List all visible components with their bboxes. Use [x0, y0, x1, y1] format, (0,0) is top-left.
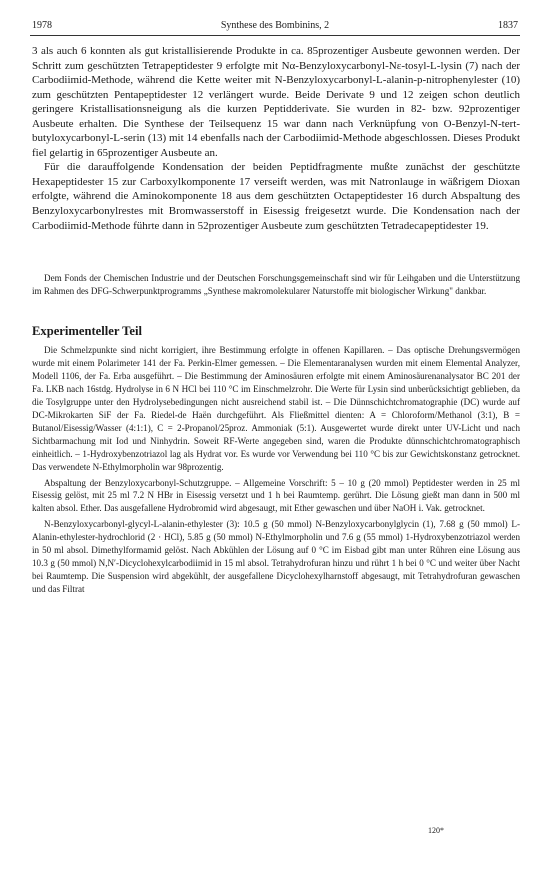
experimental-paragraph-2: Abspaltung der Benzyloxycarbonyl-Schutzgruppe. – Allgemeine Vorschrift: 5 – 10 g (20 mmol) Peptidester werden in 25 ml Eisessig gelöst, mit 25 ml 7.2 N HBr in Eisessig versetzt und 1 h bei Raumtemp. gerührt. Die Lösung gießt man dann in 500 ml kalten absol. Ether. Das ausgefallene Hydrobromid wird abgesaugt, mit Ether gewaschen und über NaOH i. Vak. getrocknet. — [32, 477, 520, 514]
main-paragraph-1: 3 als auch 6 konnten als gut kristallisierende Produkte in ca. 85prozentiger Ausbeute gewonnen werden. Der Schritt zum geschützten Tetrapeptidester 9 erfolgte mit Nα-Benzyloxycarbonyl-Nε-tosyl-L-lysin (7) nach der Carbodiimid-Methode, während die Kette weiter mit N-Benzyloxycarbonyl-L-alanin-p-nitrophenylester (10) zum geschützten Pentapeptidester 12 verlängert wurde. Beide Derivate 9 und 12 zeigen schon deutlich geringere Kristallisationsneigung als die kurzen Peptidderivate. Sie wurden in 82- bzw. 92prozentiger Ausbeute erhalten. Die Synthese der Teilsequenz 15 war dann nach Verknüpfung von O-Benzyl-N-tert-butyloxycarbonyl-L-serin (13) mit 14 ebenfalls nach der Carbodiimid-Methode abgeschlossen. Dieses Produkt fiel gelartig in 65prozentiger Ausbeute an. — [32, 45, 520, 159]
experimental-paragraph-1: Die Schmelzpunkte sind nicht korrigiert, ihre Bestimmung erfolgte in offenen Kapillaren. – Das optische Drehungsvermögen wurde mit einem Polarimeter 141 der Fa. Perkin-Elmer gemessen. – Die Elementaranalysen wurden mit einem Elemental Analyzer, Modell 1106, der Fa. Erba ausgeführt. – Die Bestimmung der Aminosäuren erfolgte mit einem Aminosäurenanalysator BC 201 der Fa. LKB nach 16stdg. Hydrolyse in 6 N HCl bei 110 °C im Einschmelzrohr. Die Werte für Lysin sind unberücksichtigt geblieben, da die Tosylgruppe unter den Hydrolysebedingungen nicht ausreichend stabil ist. – Die Dünnschichtchromatographie (DC) wurde auf DC-Mikrokarten SiF der Fa. Riedel-de Haën durchgeführt. Als Fließmittel dienten: A = Chloroform/Methanol (3:1), B = Butanol/Eisessig/Wasser (4:1:1), C = 2-Propanol/25proz. Ammoniak (5:1). Ausgewertet wurde direkt unter UV-Licht und nach Sichtbarmachung mit Iod und Ninhydrin. Soweit RF-Werte angegeben sind, waren die Produkte dünnschichtchromatographisch einheitlich. – 1-Hydroxybenzotriazol lag als Hydrat vor. Es wurde vor Verwendung bei 110 °C bis zur Gewichtskonstanz getrocknet. Das verwendete N-Ethylmorpholin war 98prozentig. — [32, 345, 520, 472]
page-number-left: 1978 — [32, 20, 52, 31]
running-title: Synthese des Bombinins, 2 — [220, 20, 330, 31]
main-paragraph-2: Für die darauffolgende Kondensation der beiden Peptidfragmente mußte zunächst der geschützte Hexapeptidester 15 zur Carboxylkomponente 17 verseift werden, was mit Natronlauge in wäßrigem Dioxan erfolgte, während die Aminokomponente 18 aus dem geschützten Octapeptidester 16 durch Abspaltung des Benzyloxycarbonylrestes mit Bromwasserstoff in Eisessig freigesetzt wurde. Die Kondensation nach der Carbodiimid-Methode führte dann in 52prozentiger Ausbeute zum geschützten Tetradecapeptidester 19. — [32, 161, 520, 232]
acknowledgement: Dem Fonds der Chemischen Industrie und der Deutschen Forschungsgemeinschaft sind wir für Leihgaben und die Unterstützung im Rahmen des DFG-Schwerpunktprogramms „Synthese makromolekularer Naturstoffe mit biologischer Wirkung" dankbar. — [32, 273, 520, 297]
experimental-text — [32, 344, 520, 596]
main-text — [32, 44, 520, 233]
running-head — [30, 20, 520, 36]
signature-mark: 120* — [428, 826, 444, 835]
experimental-paragraph-3: N-Benzyloxycarbonyl-glycyl-L-alanin-ethylester (3): 10.5 g (50 mmol) N-Benzyloxycarbonylglycin (1), 7.68 g (50 mmol) L-Alanin-ethylester-hydrochlorid (2 · HCl), 5.85 g (50 mmol) N-Ethylmorpholin und 7.6 g (55 mmol) 1-Hydroxybenzotriazol werden in 50 ml absol. Dimethylformamid gelöst. Nach Abkühlen der Lösung auf 0 °C im Eisbad gibt man unter Rühren eine Lösung aus 10.3 g (50 mmol) N,N′-Dicyclohexylcarbodiimid in 15 ml absol. Tetrahydrofuran hinzu und rührt 1 h bei 0 °C und weiter über Nacht bei Raumtemp. Die Suspension wird abgekühlt, der ausgefallene Dicyclohexylharnstoff abgesaugt, mit Tetrahydrofuran gewaschen und das Filtrat — [32, 519, 520, 595]
page-number-right: 1837 — [498, 20, 518, 31]
header-rule — [30, 35, 520, 36]
section-heading: Experimenteller Teil — [32, 324, 142, 338]
